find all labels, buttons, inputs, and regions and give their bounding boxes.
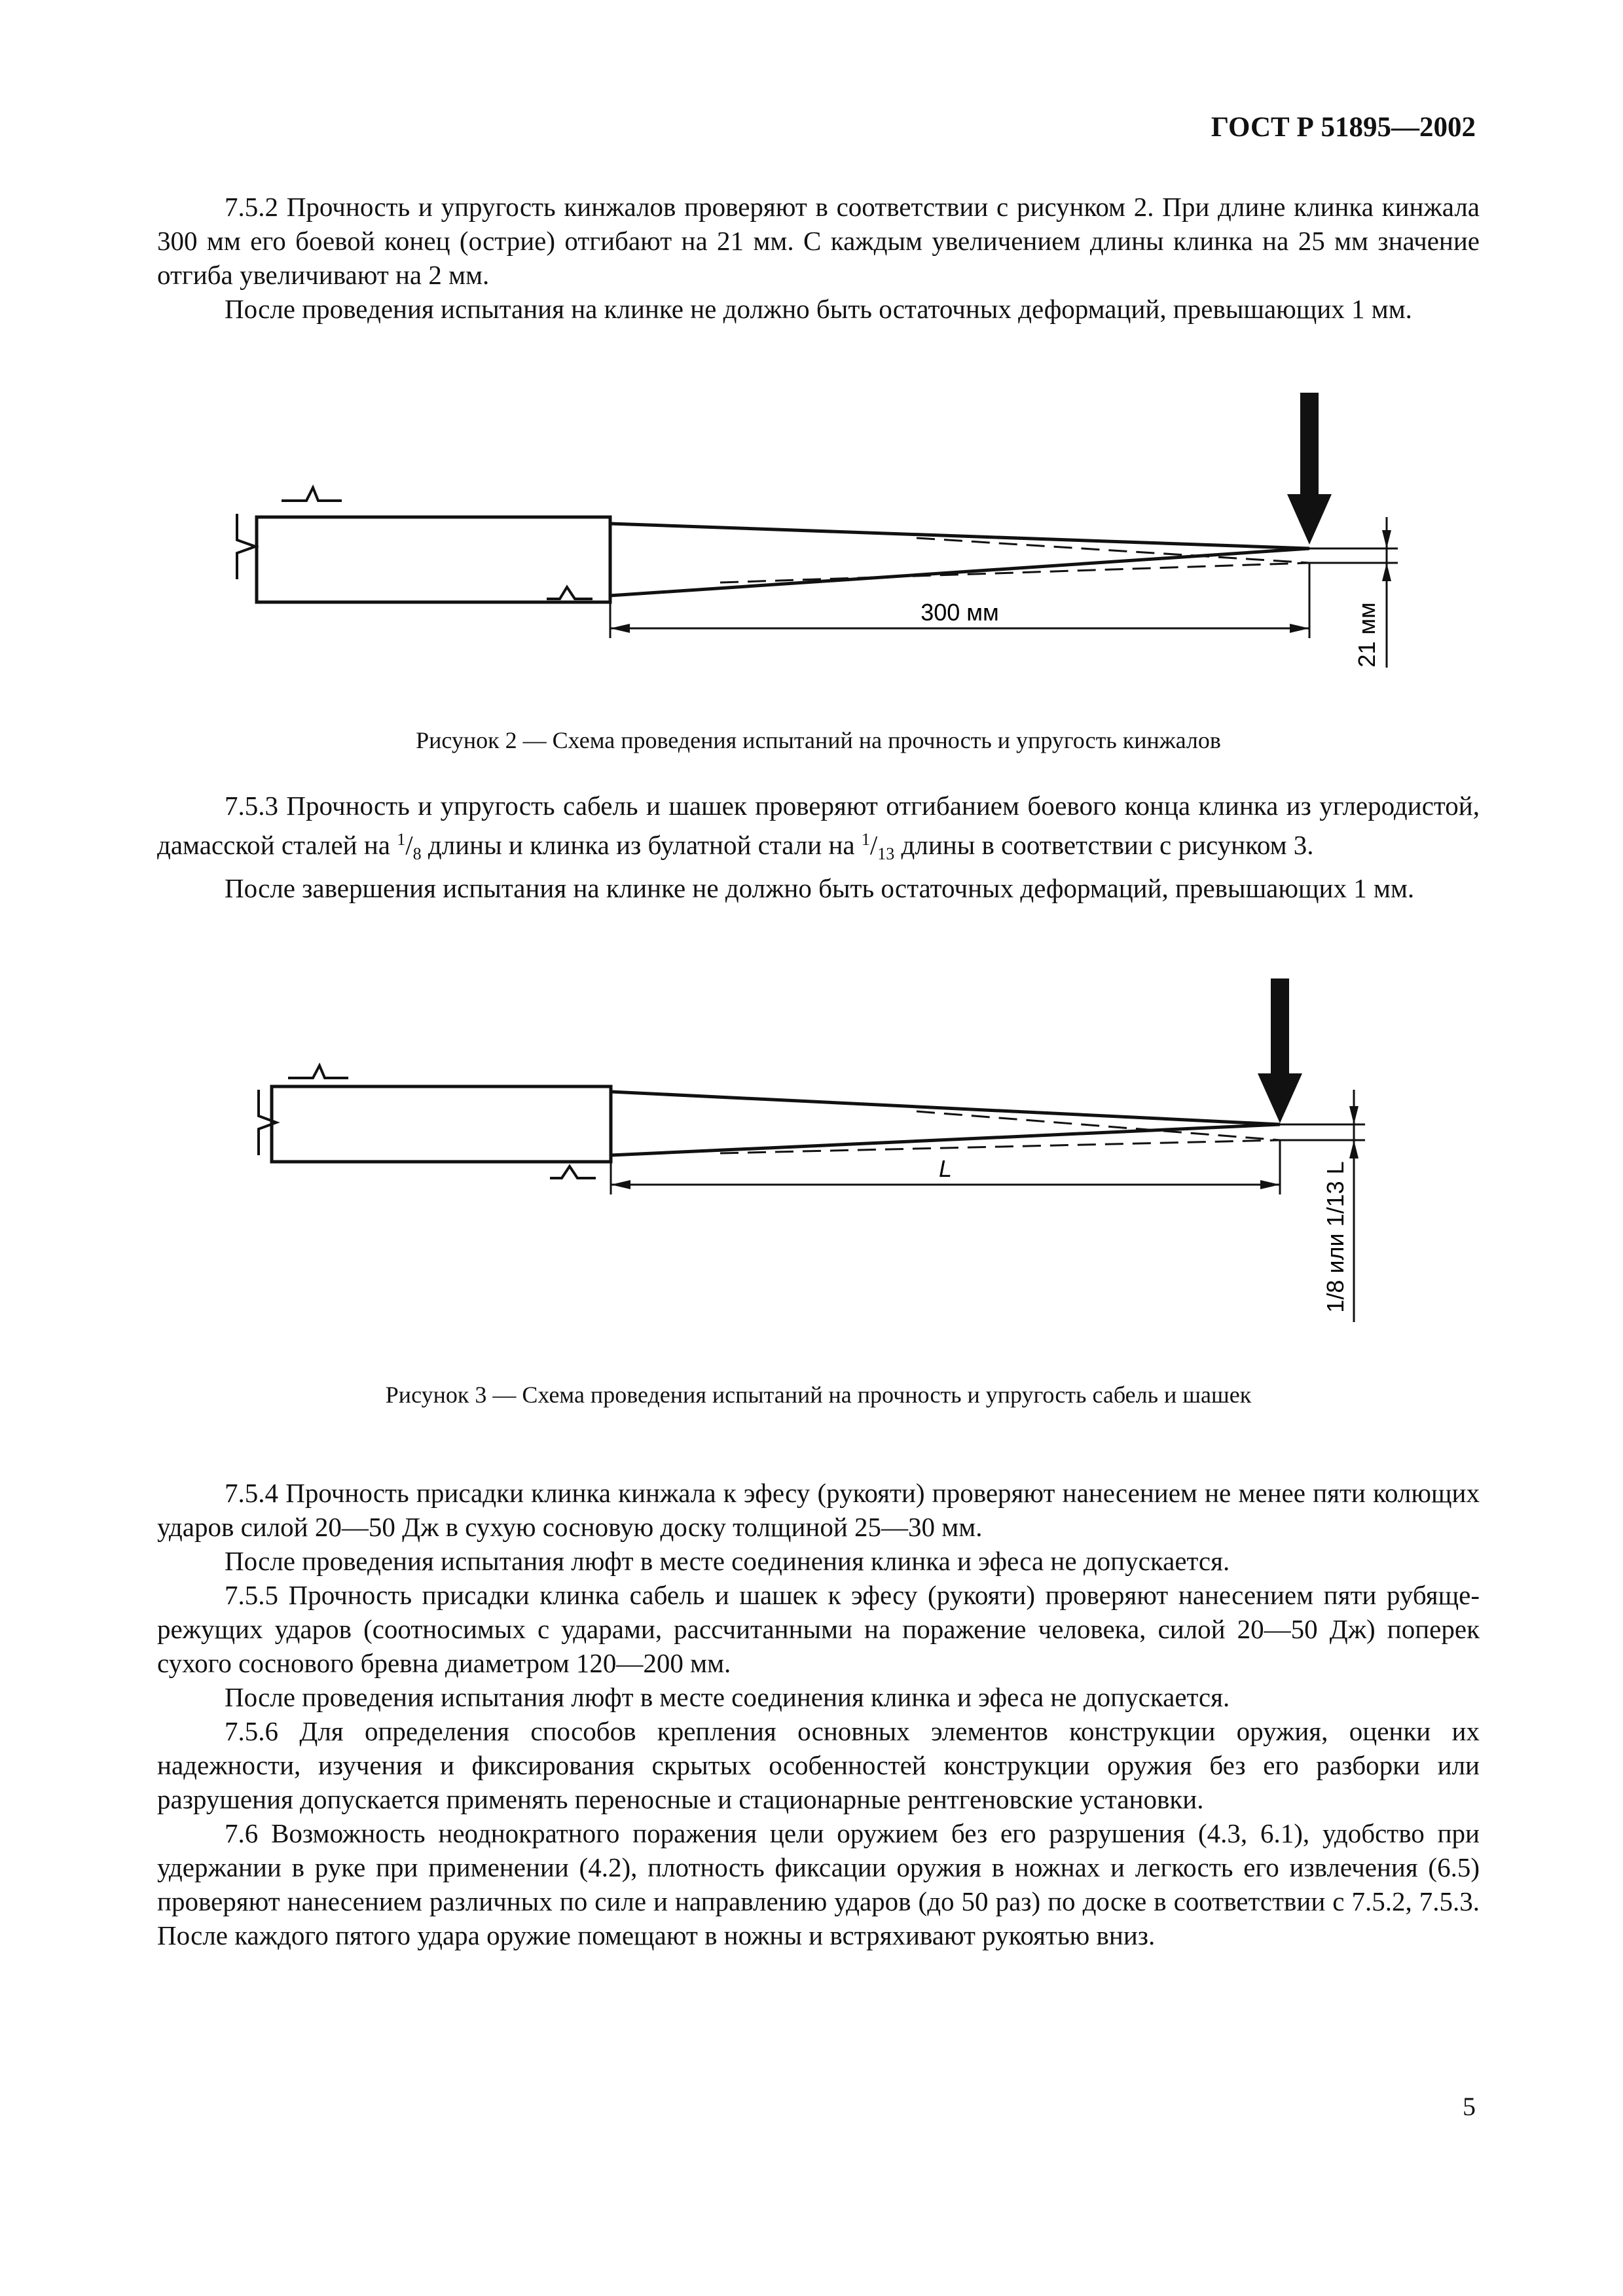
clamp-mark-top xyxy=(282,488,342,501)
paragraph-7-5-6: 7.5.6 Для определения способов крепления основных элементов конструкции оружия, оценки их надежности, изучения и фиксирования скрытых особенностей конструкции оружия без его разборки или разрушения допускается применять переносные и стационарные рентгеновские установки. xyxy=(157,1716,1480,1814)
deflection-arrow-bottom xyxy=(1382,563,1391,581)
paragraph-7-5-3-part-a: 7.5.3 Прочность и упругость сабель и шашек проверяют отгибанием боевого конца клинка из углеродистой, дамасской сталей на xyxy=(157,791,1480,860)
dagger-handle xyxy=(257,517,610,602)
blade-bottom-edge xyxy=(611,1124,1280,1155)
clamp-mark-left xyxy=(259,1090,276,1155)
paragraph-7-6: 7.6 Возможность неоднократного поражения цели оружием без его разрушения (4.3, 6.1), удобство при удержании в руке при применении (4.2), плотность фиксации оружия в ножнах и легкость его извлечения (6.5) проверяют нанесением различных по силе и направлению ударов (до 50 раз) по доске в соответствии с 7.5.2, 7.5.3. После каждого пятого удара оружие помещают в ножны и встряхивают рукоятью вниз. xyxy=(157,1818,1480,1950)
figure-2-length-label: 300 мм xyxy=(921,599,999,626)
dimension-arrow-right xyxy=(1290,624,1309,633)
figure-3-length-label: L xyxy=(938,1155,953,1182)
blade-top-edge xyxy=(610,524,1309,548)
section-7-5-3 xyxy=(157,789,1480,905)
paragraph-7-5-5: 7.5.5 Прочность присадки клинка сабель и шашек к эфесу (рукояти) проверяют нанесением пяти рубяще-режущих ударов (соотносимых с ударами, рассчитанными на поражение человека, силой 20—50 Дж) поперек сухого соснового бревна диаметром 120—200 мм. xyxy=(157,1580,1480,1678)
paragraph-7-5-3-part-c: длины в соответствии с рисунком 3. xyxy=(894,830,1314,860)
deflected-blade-bottom xyxy=(720,563,1309,583)
paragraph-7-5-2-note: После проведения испытания на клинке не должно быть остаточных деформаций, превышающих 1 мм. xyxy=(225,294,1412,324)
paragraph-7-5-5-note: После проведения испытания люфт в месте соединения клинка и эфеса не допускается. xyxy=(225,1682,1230,1712)
dimension-arrow-left xyxy=(611,1180,630,1189)
clamp-mark-left xyxy=(237,514,255,579)
figure-3-caption: Рисунок 3 — Схема проведения испытаний на прочность и упругость сабель и шашек xyxy=(385,1382,1252,1408)
dimension-arrow-right xyxy=(1260,1180,1280,1189)
deflection-arrow-top xyxy=(1349,1106,1359,1124)
paragraph-7-5-3-note: После завершения испытания на клинке не должно быть остаточных деформаций, превышающих 1 мм. xyxy=(225,873,1415,903)
paragraph-7-5-4-note: После проведения испытания люфт в месте соединения клинка и эфеса не допускается. xyxy=(225,1546,1230,1576)
document-header: ГОСТ Р 51895—2002 xyxy=(1211,112,1476,143)
dimension-arrow-left xyxy=(610,624,630,633)
clamp-mark-bottom xyxy=(550,1166,596,1178)
figure-2-deflection-label: 21 мм xyxy=(1353,602,1380,668)
paragraph-7-5-2: 7.5.2 Прочность и упругость кинжалов проверяют в соответствии с рисунком 2. При длине клинка кинжала 300 мм его боевой конец (острие) отгибают на 21 мм. С каждым увеличением длины клинка на 25 мм значение отгиба увеличивают на 2 мм. xyxy=(157,192,1480,290)
figure-2-diagram xyxy=(0,367,1623,707)
clamp-mark-top xyxy=(288,1066,348,1078)
load-arrow-head xyxy=(1258,1073,1302,1123)
sections-7-5-4-to-7-6 xyxy=(157,1476,1480,1952)
section-7-5-2 xyxy=(157,190,1480,326)
load-arrow-shaft xyxy=(1300,393,1319,497)
figure-3-diagram xyxy=(0,969,1623,1361)
deflection-arrow-bottom xyxy=(1349,1140,1359,1158)
paragraph-7-5-3 xyxy=(157,789,1480,871)
fraction-one-eighth: $^1/_8$ xyxy=(397,830,422,863)
figure-2-caption: Рисунок 2 — Схема проведения испытаний на прочность и упругость кинжалов xyxy=(416,727,1221,753)
paragraph-7-5-3-part-b: длины и клинка из булатной стали на xyxy=(421,830,862,860)
deflection-arrow-top xyxy=(1382,530,1391,548)
figure-3-deflection-label: 1/8 или 1/13 L xyxy=(1322,1161,1349,1313)
load-arrow-shaft xyxy=(1271,978,1289,1077)
fraction-one-thirteenth: $^1/_{13}$ xyxy=(861,830,895,863)
load-arrow-head xyxy=(1287,494,1332,545)
clamp-mark-bottom xyxy=(547,587,593,599)
page-number: 5 xyxy=(1463,2092,1476,2121)
blade-top-edge xyxy=(611,1092,1280,1124)
saber-handle xyxy=(272,1086,611,1162)
paragraph-7-5-4: 7.5.4 Прочность присадки клинка кинжала к эфесу (рукояти) проверяют нанесением не менее пяти колющих ударов силой 20—50 Дж в сухую сосновую доску толщиной 25—30 мм. xyxy=(157,1478,1480,1542)
